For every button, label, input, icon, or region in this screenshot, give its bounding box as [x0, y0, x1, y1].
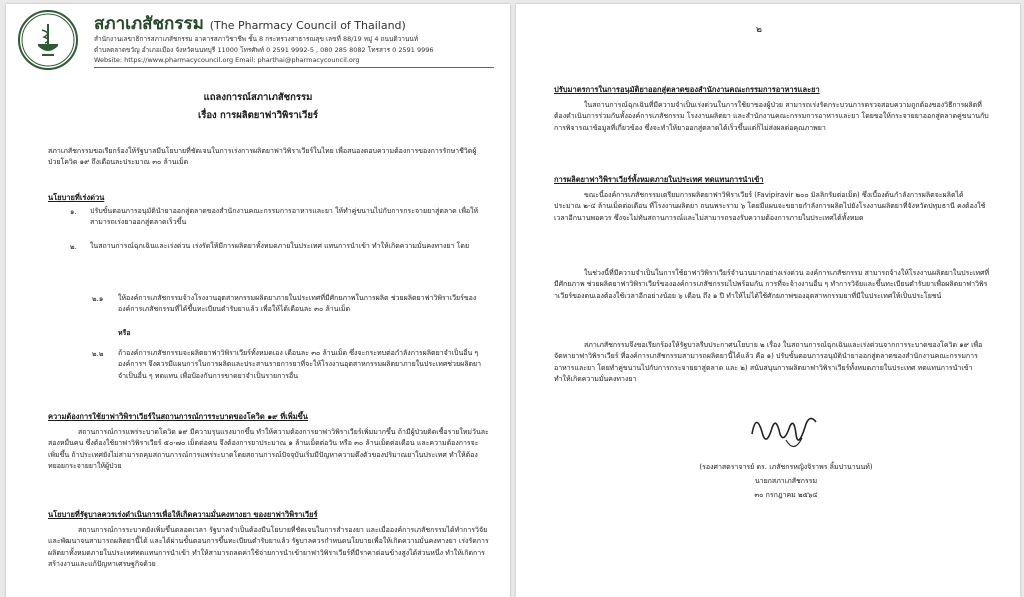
page-number: ๒: [756, 25, 762, 35]
org-title: [94, 10, 406, 37]
statement-date: ๓๐ กรกฎาคม ๒๕๖๔: [754, 491, 818, 499]
heading-need: ความต้องการใช้ยาฟาวิพิราเวียร์ในสถานการณ์การระบาดของโควิด ๑๙ ที่เพิ่มขึ้น: [48, 412, 308, 421]
header-divider: [94, 67, 494, 68]
doc-title: แถลงการณ์สภาเภสัชกรรม: [203, 92, 313, 103]
pharmacy-council-logo: [18, 10, 78, 70]
item22-text: ถ้าองค์การเภสัชกรรมจะผลิตยาฟาวิพิราเวียร์ทั้งหมดเอง เดือนละ ๓๐ ล้านเม็ด ซึ่งจะกระทบต่อกำลังการผลิตยาจำเป็นอื่น ๆ องค์การฯ จึงควรมีแผนการในการผลิตและประสานรายการยาที่จะให้โรงงานอุตสาหกรรมผลิตยาภายในประเทศช่วยผลิตยาจำเป็นอื่น ๆ ทดแทน เพื่อป้องกันการขาดยาจำเป็นรายการอื่น: [118, 349, 482, 380]
intro-paragraph: สภาเภสัชกรรมขอเรียกร้องให้รัฐบาลมีนโยบายที่ชัดเจนในการเร่งการผลิตยาฟาวิพิราเวียร์ในไทย เพื่อสนองตอบความต้องการของการรักษาชีวิตผู้ป่วยโควิด ๑๙ ถึงเดือนละประมาณ ๓๐ ล้านเม็ด: [48, 147, 477, 167]
doc-subject: เรื่อง การผลิตยาฟาวิพิราเวียร์: [198, 110, 318, 121]
item21-number: ๒.๑: [92, 295, 104, 303]
address-line-1: สำนักงานเลขาธิการสภาเภสัชกรรม อาคารสภาวิชาชีพ ชั้น 8 กระทรวงสาธารณสุข เลขที่ 88/19 หมู่ 4 ถนนติวานนท์: [94, 35, 419, 43]
call-paragraph: สภาเภสัชกรรมจึงขอเรียกร้องให้รัฐบาลรีบประกาศนโยบาย ๒ เรื่อง ในสถานการณ์ฉุกเฉินและเร่งด่วนจากการระบาดของโควิด ๑๙ เพื่อจัดหายาฟาวิพิราเวียร์ ที่องค์การเภสัชกรรมสามารถผลิตยานี้ได้แล้ว คือ ๑) ปรับขั้นตอนการอนุมัตินำยาออกสู่ตลาดของสำนักงานคณะกรรมการอาหารและยา โดยทำคู่ขนานไปกับการกระจายยาสู่ตลาด และ ๒) สนับสนุนการผลิตยาฟาวิพิราเวียร์ทั้งหมดภายในประเทศ ทดแทนการนำเข้า ทำให้เกิดความมั่นคงทางยา: [554, 341, 983, 384]
contract-paragraph: ในช่วงนี้ที่มีความจำเป็นในการใช้ยาฟาวิพิราเวียร์จำนวนมากอย่างเร่งด่วน องค์การเภสัชกรรม สามารถจ้างให้โรงงานผลิตยาในประเทศที่มีศักยภาพ ช่วยผลิตยาฟาวิพิราเวียร์ขององค์การเภสัชกรรมไปพร้อมกัน การที่จะจ้างงานอื่น ๆ ทำการวิจัยและขึ้นทะเบียนตำรับยาเพื่อผลิตยาฟาวิพิราเวียร์ของตนเองต้องใช้เวลาอีกอย่างน้อย ๖ เดือน ถึง ๑ ปี ทำให้ไม่ได้ใช้ศักยภาพของอุตสาหกรรมยาที่มีในประเทศให้เป็นประโยชน์: [554, 269, 990, 300]
signer-title: นายกสภาเภสัชกรรม: [754, 477, 818, 485]
heading-policy: นโยบายที่รัฐบาลควรเร่งดำเนินการเพื่อให้เกิดความมั่นคงทางยา ของยาฟาวิพิราเวียร์: [48, 510, 318, 519]
item21-text: ให้องค์การเภสัชกรรมจ้างโรงงานอุตสาหกรรมผลิตยาภายในประเทศที่มีศักยภาพในการผลิต ช่วยผลิตยาฟาวิพิราเวียร์ขององค์การเภสัชกรรมที่ได้ขึ้นทะเบียนตำรับยาแล้ว เพื่อให้ได้เดือนละ ๓๐ ล้านเม็ด: [118, 294, 477, 314]
statement-page-2: [516, 4, 1020, 597]
item22-number: ๒.๒: [92, 350, 104, 358]
fda-paragraph: ในสถานการณ์ฉุกเฉินที่มีความจำเป็นเร่งด่วนในการใช้ยาของผู้ป่วย สามารถเร่งรัดกระบวนการตรวจสอบความถูกต้องของวิธีการผลิตที่ต้องดำเนินการร่วมกันทั้งองค์การเภสัชกรรม โรงงานผลิตยา และสำนักงานคณะกรรมการอาหารและยา โดยขอให้กระจายยาออกสู่ตลาดคู่ขนานกับการพิจารณาข้อมูลที่เกี่ยวข้อง ซึ่งจะทำให้ยาออกสู่ตลาดได้เร็วขึ้นแต่ก็ไม่ส่งผลต่อคุณภาพยา: [554, 101, 989, 132]
or-word: หรือ: [118, 329, 131, 337]
org-title-en: (The Pharmacy Council of Thailand): [209, 19, 406, 32]
item1-text: ปรับขั้นตอนการอนุมัตินำยาออกสู่ตลาดของสำนักงานคณะกรรมการอาหารและยา ให้ทำคู่ขนานไปกับการกระจายยาสู่ตลาด เพื่อให้สามารถเร่งยาออกสู่ตลาดเร็วขึ้น: [90, 207, 479, 227]
org-title-th: สภาเภสัชกรรม: [94, 14, 204, 34]
item1-number: ๑.: [70, 208, 77, 216]
statement-page-1: [6, 4, 510, 597]
signer-name: (รองศาสตราจารย์ ดร. เภสัชกรหญิงจิราพร ลิ้มปานานนท์): [699, 463, 873, 471]
produce-paragraph: ขณะนี้องค์การเภสัชกรรมเตรียมการผลิตยาฟาวิพิราเวียร์ (Favipiravir ๒๐๐ มิลลิกรัมต่อเม็ด) ซึ่งเบื้องต้นกำลังการผลิตจะผลิตได้ประมาณ ๒-๔ ล้านเม็ดต่อเดือน ที่โรงงานผลิตยา ถนนพระราม ๖ โดยมีแผนจะขยายกำลังการผลิตไปยังโรงงานผลิตยาที่จังหวัดปทุมธานี คงต้องใช้เวลาอีกนานพอควร ซึ่งจะไม่ทันสถานการณ์และไม่สามารถรองรับความต้องการภายในประเทศได้ทั้งหมด: [554, 191, 986, 222]
handwritten-signature: [746, 404, 826, 456]
need-paragraph: สถานการณ์การแพร่ระบาดโควิด ๑๙ มีความรุนแรงมากขึ้น ทำให้ความต้องการยาฟาวิพิราเวียร์เพิ่มมากขึ้น ถ้ามีผู้ป่วยติดเชื้อรายใหม่วันละสองหมื่นคน ซึ่งต้องใช้ยาฟาวิพิราเวียร์ ๕๐-๗๐ เม็ดต่อคน จึงต้องการยาประมาณ ๑ ล้านเม็ดต่อวัน หรือ ๓๐ ล้านเม็ดต่อเดือน และความต้องการจะเพิ่มขึ้น ถ้าประเทศยังไม่สามารถคุมสถานการณ์การแพร่ระบาดโดยสถานการณ์ปัจจุบันเริ่มมีปัญหาความตึงตัวของปริมาณยาในประเทศ ทำให้ต้องทยอยกระจายยาให้ผู้ป่วย: [48, 428, 489, 471]
heading-produce: การผลิตยาฟาวิพิราเวียร์ทั้งหมดภายในประเทศ ทดแทนการนำเข้า: [554, 175, 764, 184]
heading-fda: ปรับมาตรการในการอนุมัติยาออกสู่ตลาดของสำนักงานคณะกรรมการอาหารและยา: [554, 85, 820, 94]
item2-text: ในสถานการณ์ฉุกเฉินและเร่งด่วน เร่งรัดให้มีการผลิตยาทั้งหมดภายในประเทศ แทนการนำเข้า ทำให้เกิดความมั่นคงทางยา โดย: [90, 242, 470, 250]
item2-number: ๒.: [70, 243, 77, 251]
heading-urgent: นโยบายที่เร่งด่วน: [48, 193, 105, 202]
address-line-2: ตำบลตลาดขวัญ อำเภอเมือง จังหวัดนนทบุรี 11000 โทรศัพท์ 0 2591 9992-5 , 080 285 8082 โทรสาร 0 2591 9996: [94, 46, 434, 54]
website-line: Website: https://www.pharmacycouncil.org Email: pharthai@pharmacycouncil.org: [94, 56, 360, 64]
policy-paragraph: สถานการณ์การระบาดยังเพิ่มขึ้นตลอดเวลา รัฐบาลจำเป็นต้องมีนโยบายที่ชัดเจนในการสำรองยา และเมื่อองค์การเภสัชกรรมได้ทำการวิจัยและพัฒนาจนสามารถผลิตยานี้ได้ และได้ผ่านขั้นตอนการขึ้นทะเบียนตำรับยาแล้ว รัฐบาลควรกำหนดนโยบายเพื่อให้เกิดความมั่นคงทางยา เร่งรัดการผลิตยาทั้งหมดภายในประเทศทดแทนการนำเข้า ทำให้สามารถลดค่าใช้จ่ายการนำเข้ายาฟาวิพิราเวียร์ที่มีราคาต่อนข้างสูงได้ส่วนหนึ่ง ทำให้เกิดการสร้างงานและแก้ปัญหาเศรษฐกิจด้วย: [48, 526, 489, 569]
